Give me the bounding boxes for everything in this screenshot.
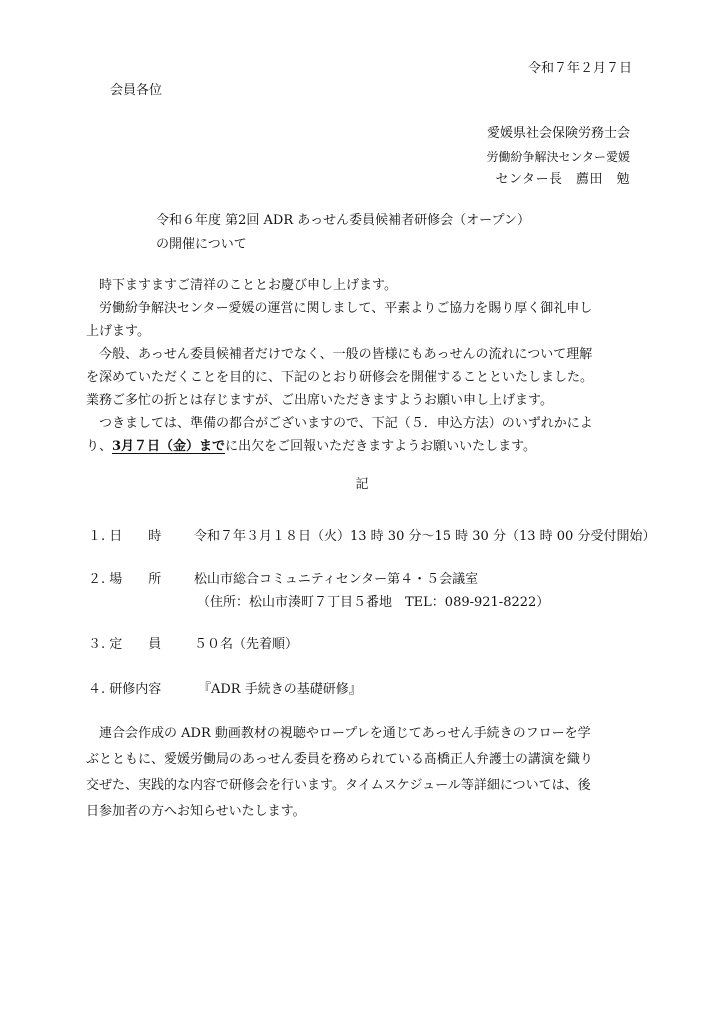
sender-sub-organization: 労働紛争解決センター愛媛 — [486, 150, 630, 164]
subject-line-1: 令和６年度 第2回 ADR あっせん委員候補者研修会（オープン） — [156, 213, 530, 228]
item-date-label: １. 日 時 — [88, 529, 162, 544]
signer-name: センター長 薦田 勉 — [495, 172, 630, 187]
item-content-value: 『ADR 手続きの基礎研修』 — [198, 682, 362, 697]
item-capacity-value: ５０名（先着順） — [194, 637, 299, 652]
closing-line: 交ぜた、実践的な内容で研修会を行います。タイムスケジュール等詳細については、後 — [86, 778, 591, 793]
addressee: 会員各位 — [110, 83, 163, 98]
item-place-label: ２. 場 所 — [88, 572, 162, 587]
body-line: つきましては、準備の都合がございますので、下記（５．申込方法）のいずれかによ — [86, 416, 593, 431]
sender-organization: 愛媛県社会保険労務士会 — [486, 126, 630, 141]
item-place-address: （住所：松山市湊町７丁目５番地 TEL：089-921-8222） — [197, 595, 550, 610]
item-content-label: ４. 研修内容 — [88, 682, 162, 697]
body-text: に出欠をご回報いただきますようお願いいたします。 — [225, 439, 537, 454]
body-line: 時下ますますご清祥のこととお慶び申し上げます。 — [86, 278, 397, 293]
subject-line-2: の開催について — [156, 237, 247, 252]
item-place-value: 松山市総合コミュニティセンター第４・５会議室 — [194, 572, 479, 587]
body-line: 上げます。 — [86, 324, 150, 339]
body-line: 今般、あっせん委員候補者だけでなく、一般の皆様にもあっせんの流れについて理解 — [86, 347, 593, 362]
body-line: を深めていただくことを目的に、下記のとおり研修会を開催することといたしました。 — [86, 370, 594, 385]
closing-line: 連合会作成の ADR 動画教材の視聴やロープレを通じてあっせん手続きのフローを学 — [86, 726, 591, 741]
ki-heading: 記 — [355, 477, 369, 492]
document-date: 令和７年２月７日 — [527, 61, 632, 76]
closing-line: 日参加者の方へお知らせいたします。 — [86, 804, 306, 819]
deadline-emphasis: 3月７日（金）まで — [112, 439, 226, 454]
body-line: 労働紛争解決センター愛媛の運営に関しまして、平素よりご協力を賜り厚く御礼申し — [86, 301, 593, 316]
body-line-deadline — [86, 435, 536, 454]
item-date-value: 令和７年３月１８日（火）13 時 30 分～15 時 30 分（13 時 00 分受付開始） — [194, 529, 656, 544]
item-capacity-label: ３. 定 員 — [88, 637, 162, 652]
body-line: 業務ご多忙の折とは存じますが、ご出席いただきますようお願い申し上げます。 — [86, 393, 553, 408]
closing-line: ぶとともに、愛媛労働局のあっせん委員を務められている髙橋正人弁護士の講演を織り — [86, 752, 593, 767]
body-text: り、 — [86, 439, 113, 454]
